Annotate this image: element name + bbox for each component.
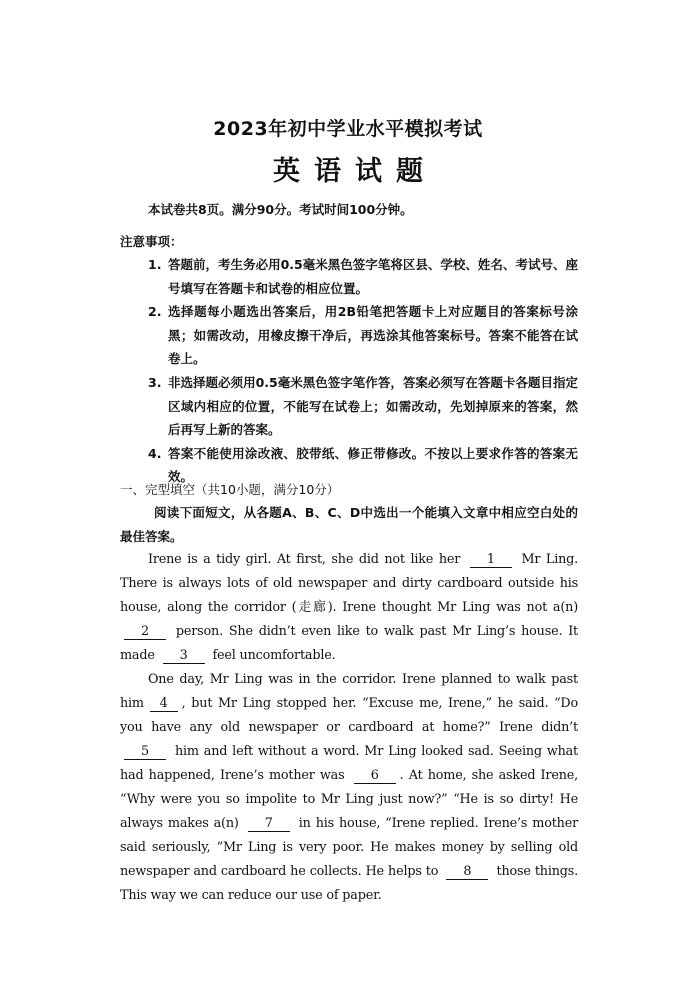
passage-text: person. She didn’t even like to walk past Mr Ling’s house. It made <box>120 624 578 663</box>
passage-paragraph-2 <box>120 668 578 908</box>
blank-7: 7 <box>248 817 290 832</box>
note-item <box>148 371 578 442</box>
notes-list <box>148 253 578 489</box>
passage-text: Mr Ling. There is always lots of old newspaper and dirty cardboard outside his house, along the corridor (走廊). Irene thought Mr Ling was not a(n) <box>120 552 578 615</box>
note-text: 答题前，考生务必用0.5毫米黑色签字笔将区县、学校、姓名、考试号、座号填写在答题卡和试卷的相应位置。 <box>168 257 578 296</box>
blank-2: 2 <box>124 625 166 640</box>
section-heading: 一、完型填空（共10小题，满分10分） <box>120 482 340 497</box>
passage-paragraph-1 <box>120 548 578 668</box>
passage-text: Irene is a tidy girl. At first, she did not like her <box>148 552 461 567</box>
note-number: 3. <box>148 374 162 390</box>
note-number: 2. <box>148 304 162 320</box>
blank-6: 6 <box>354 769 396 784</box>
note-text: 非选择题必须用0.5毫米黑色签字笔作答，答案必须写在答题卡各题目指定区域内相应的位置，不能写在试卷上；如需改动，先划掉原来的答案，然后再写上新的答案。 <box>168 374 578 438</box>
section-instructions: 阅读下面短文，从各题A、B、C、D中选出一个能填入文章中相应空白处的最佳答案。 <box>120 505 578 544</box>
note-item <box>148 253 578 300</box>
note-number: 1. <box>148 257 162 272</box>
note-text: 选择题每小题选出答案后，用2B铅笔把答题卡上对应题目的答案标号涂黑；如需改动，用橡皮擦干净后，再选涂其他答案标号。答案不能答在试卷上。 <box>168 304 578 367</box>
blank-3: 3 <box>163 649 205 664</box>
blank-5: 5 <box>124 745 166 760</box>
exam-info: 本试卷共8页。满分90分。考试时间100分钟。 <box>148 202 413 217</box>
passage-text: . At home, she asked Irene, “Why were you so impolite to Mr Ling just now?” “He is so dirty! He always makes a(n) <box>120 768 578 831</box>
notes-title: 注意事项： <box>120 234 183 249</box>
passage-text: One day, Mr Ling was in the corridor. Irene planned to walk past him <box>120 672 578 711</box>
passage-text: in his house, “Irene replied. Irene’s mother said seriously, “Mr Ling is very poor. He makes money by selling old newspaper and cardboard he collects. He helps to <box>120 816 579 879</box>
note-text: 答案不能使用涂改液、胶带纸、修正带修改。不按以上要求作答的答案无效。 <box>168 445 578 485</box>
passage-text: , but Mr Ling stopped her. “Excuse me, Irene,” he said. “Do you have any old newspaper or cardboard at home?” Irene didn’t <box>120 696 578 735</box>
note-item <box>148 300 578 371</box>
subject-title: 英语试题 <box>273 156 437 187</box>
blank-4: 4 <box>150 697 178 712</box>
blank-8: 8 <box>446 865 488 880</box>
passage-text: feel uncomfortable. <box>212 648 336 663</box>
passage-text: him and left without a word. Mr Ling looked sad. Seeing what had happened, Irene’s mother was <box>120 744 578 783</box>
note-number: 4. <box>148 445 162 461</box>
cloze-passage <box>120 548 578 908</box>
exam-title: 2023年初中学业水平模拟考试 <box>213 118 483 140</box>
passage-text: those things. This way we can reduce our use of paper. <box>120 864 579 903</box>
blank-1: 1 <box>470 553 512 568</box>
